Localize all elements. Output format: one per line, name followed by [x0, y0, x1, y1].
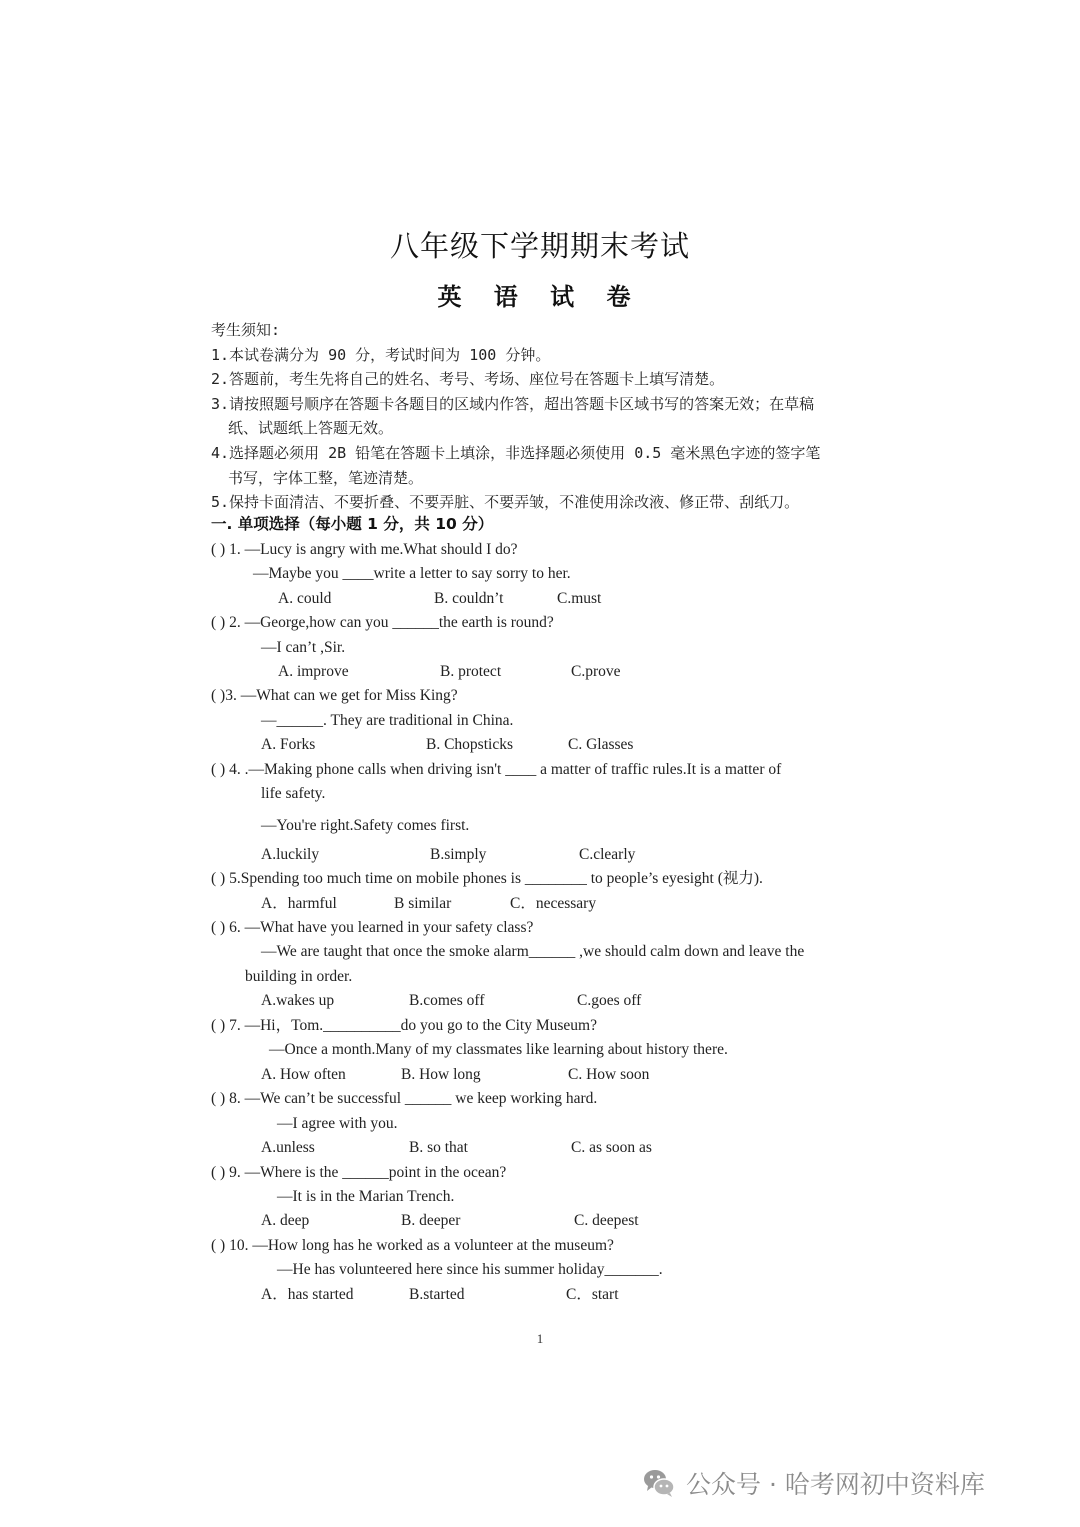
watermark-text: 公众号 · 哈考网初中资料库: [686, 1470, 985, 1499]
option: A.luckily: [261, 846, 320, 863]
question-line: —______. They are traditional in China.: [261, 712, 514, 729]
option: B. protect: [440, 663, 502, 680]
option: A. Forks: [261, 736, 316, 753]
notice-item: 5.保持卡面清洁、不要折叠、不要弄脏、不要弄皱，不准使用涂改液、修正带、刮纸刀。: [211, 493, 800, 512]
question-options: [0, 735, 1080, 755]
question-line: —Once a month.Many of my classmates like learning about history there.: [269, 1041, 728, 1058]
exam-subtitle: 英 语 试 卷: [437, 282, 643, 311]
notice-item: 2.答题前，考生先将自己的姓名、考号、考场、座位号在答题卡上填写清楚。: [211, 370, 725, 389]
exam-notice: [211, 318, 881, 515]
question-options: [0, 589, 1080, 609]
option: C．necessary: [510, 895, 597, 912]
notice-item: 1.本试卷满分为 90 分，考试时间为 100 分钟。: [211, 345, 551, 364]
exam-title: 八年级下学期期末考试: [389, 229, 690, 263]
question-line: —He has volunteered here since his summer holiday_______.: [277, 1261, 663, 1278]
option: B similar: [394, 895, 452, 912]
option: A. improve: [278, 663, 349, 680]
notice-heading: 考生须知:: [211, 321, 281, 339]
option: C. How soon: [568, 1066, 650, 1083]
notice-item-continued: 纸、试题纸上答题无效。: [228, 419, 394, 438]
option: B. deeper: [401, 1212, 461, 1229]
question-line: —Maybe you ____write a letter to say sorry to her.: [253, 565, 571, 582]
option: B. so that: [409, 1139, 468, 1156]
question-options: [0, 662, 1080, 682]
option: C.must: [557, 590, 602, 607]
question-stem: ( ) 4. .—Making phone calls when driving isn't ____ a matter of traffic rules.It is a matter of: [211, 761, 782, 778]
question-options: [0, 1211, 1080, 1231]
question-line: —I agree with you.: [277, 1115, 398, 1132]
option: C. as soon as: [571, 1139, 652, 1156]
option: B.started: [409, 1286, 465, 1303]
question-stem: ( ) 9. —Where is the ______point in the ocean?: [211, 1164, 507, 1181]
notice-item: 4.选择题必须用 2B 铅笔在答题卡上填涂，非选择题必须使用 0.5 毫米黑色字迹的签字笔: [211, 443, 821, 462]
question-options: [0, 1065, 1080, 1085]
question-stem: ( ) 1. —Lucy is angry with me.What should I do?: [211, 541, 518, 558]
question-stem: ( )3. —What can we get for Miss King?: [211, 687, 458, 704]
watermark: [642, 1463, 985, 1503]
option: A. could: [278, 590, 332, 607]
question-line: —I can’t ,Sir.: [261, 639, 346, 656]
option: A．harmful: [261, 895, 337, 912]
option: A．has started: [261, 1286, 354, 1303]
question-line: life safety.: [261, 785, 326, 802]
option: B. couldn’t: [434, 590, 504, 607]
notice-item: 3.请按照题号顺序在答题卡各题目的区域内作答，超出答题卡区域书写的答案无效；在草稿: [211, 394, 815, 413]
question-line: —It is in the Marian Trench.: [277, 1188, 455, 1205]
option: C.prove: [571, 663, 621, 680]
question-stem: ( ) 2. —George,how can you ______the earth is round?: [211, 614, 554, 631]
question-options: [0, 1285, 1080, 1305]
question-options: [0, 845, 1080, 865]
option: C. deepest: [574, 1212, 639, 1229]
option: B.simply: [430, 846, 487, 863]
question-stem: ( ) 7. —Hi，Tom.__________do you go to the City Museum?: [211, 1017, 597, 1034]
option: B. How long: [401, 1066, 481, 1083]
question-stem: ( ) 5.Spending too much time on mobile phones is ________ to people’s eyesight (视力).: [211, 870, 763, 887]
option: C．start: [566, 1286, 619, 1303]
option: C. Glasses: [568, 736, 634, 753]
option: A.unless: [261, 1139, 315, 1156]
option: C.goes off: [577, 992, 642, 1009]
question-line: building in order.: [245, 968, 353, 985]
question-options: [0, 991, 1080, 1011]
question-stem: ( ) 8. —We can’t be successful ______ we keep working hard.: [211, 1090, 598, 1107]
option: B. Chopsticks: [426, 736, 513, 753]
option: B.comes off: [409, 992, 485, 1009]
option: A. deep: [261, 1212, 310, 1229]
question-options: [0, 894, 1080, 914]
option: C.clearly: [579, 846, 636, 863]
question-line: —You're right.Safety comes first.: [261, 817, 470, 834]
section-heading: 一. 单项选择（每小题 1 分，共 10 分）: [211, 515, 494, 533]
question-stem: ( ) 10. —How long has he worked as a volunteer at the museum?: [211, 1237, 614, 1254]
option: A.wakes up: [261, 992, 335, 1009]
notice-item-continued: 书写，字体工整，笔迹清楚。: [228, 468, 424, 487]
question-line: —We are taught that once the smoke alarm______ ,we should calm down and leave the: [261, 943, 805, 960]
question-stem: ( ) 6. —What have you learned in your safety class?: [211, 919, 534, 936]
option: A. How often: [261, 1066, 346, 1083]
question-options: [0, 1138, 1080, 1158]
page-number: 1: [536, 1331, 544, 1346]
wechat-icon: [642, 1466, 676, 1500]
